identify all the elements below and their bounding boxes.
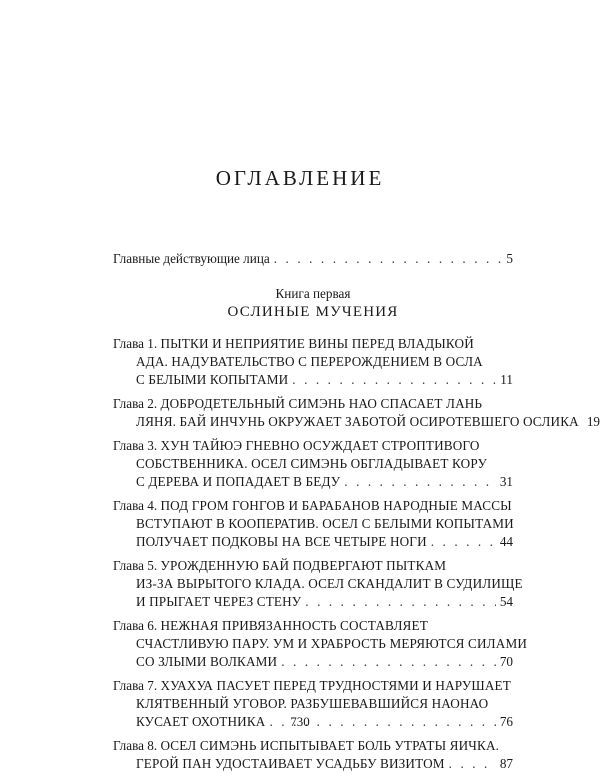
dot-leader — [449, 755, 496, 773]
chapter-title-text: СО ЗЛЫМИ ВОЛКАМИ — [136, 654, 278, 669]
chapter-title-text: ДОБРОДЕТЕЛЬНЫЙ СИМЭНЬ НАО СПАСАЕТ ЛАНЬ — [160, 396, 483, 411]
dot-leader — [274, 250, 503, 268]
toc-chapter-line — [113, 533, 513, 551]
toc-chapter-line — [113, 437, 513, 455]
chapter-number: Глава 7. — [113, 678, 158, 693]
toc-chapter-line — [113, 593, 513, 611]
dot-leader — [344, 473, 496, 491]
toc-chapter-line — [113, 335, 513, 353]
toc-chapter-line — [113, 353, 513, 371]
dot-leader — [281, 653, 496, 671]
toc-chapter-line — [113, 497, 513, 515]
toc-page-number: 31 — [499, 474, 513, 489]
chapter-number: Глава 4. — [113, 498, 158, 513]
table-of-contents — [113, 250, 600, 779]
toc-page-number: 11 — [500, 372, 513, 387]
toc-chapter-line — [113, 737, 513, 755]
toc-page-number: 70 — [499, 654, 513, 669]
chapter-number: Глава 6. — [113, 618, 158, 633]
toc-chapter-entry — [113, 557, 523, 611]
chapter-list — [113, 335, 600, 773]
chapter-title-text: ХУАХУА ПАСУЕТ ПЕРЕД ТРУДНОСТЯМИ И НАРУШАЕТ — [160, 678, 511, 693]
chapter-number: Глава 8. — [113, 738, 158, 753]
toc-chapter-line — [113, 557, 513, 575]
book-label: Книга первая — [275, 286, 351, 301]
toc-chapter-line — [113, 473, 513, 491]
chapter-title-text: НЕЖНАЯ ПРИВЯЗАННОСТЬ СОСТАВЛЯЕТ — [160, 618, 428, 633]
dot-leader — [292, 371, 496, 389]
dot-leader — [305, 593, 496, 611]
toc-chapter-line — [113, 755, 513, 773]
toc-chapter-entry — [113, 737, 513, 773]
chapter-title-text: С ДЕРЕВА И ПОПАДАЕТ В БЕДУ — [136, 474, 341, 489]
toc-page-number: 19 — [586, 414, 600, 429]
toc-chapter-line — [113, 653, 513, 671]
chapter-title-text: ПОЛУЧАЕТ ПОДКОВЫ НА ВСЕ ЧЕТЫРЕ НОГИ — [136, 534, 427, 549]
chapter-title-text: И ПРЫГАЕТ ЧЕРЕЗ СТЕНУ — [136, 594, 302, 609]
toc-chapter-line — [113, 695, 513, 713]
toc-chapter-line — [113, 635, 527, 653]
toc-page-number: 44 — [499, 534, 513, 549]
chapter-title-text: ХУН ТАЙЮЭ ГНЕВНО ОСУЖДАЕТ СТРОПТИВОГО — [160, 438, 480, 453]
toc-chapter-line — [113, 455, 513, 473]
toc-chapter-line — [113, 515, 513, 533]
toc-chapter-line — [113, 617, 513, 635]
toc-chapter-entry — [113, 395, 600, 431]
toc-chapter-entry — [113, 335, 513, 389]
chapter-title-text: СЧАСТЛИВУЮ ПАРУ. УМ И ХРАБРОСТЬ МЕРЯЮТСЯ СИЛАМИ — [136, 636, 527, 651]
page-folio: 730 — [290, 714, 310, 729]
chapter-title-text: С БЕЛЫМИ КОПЫТАМИ — [136, 372, 289, 387]
toc-chapter-line — [113, 677, 513, 695]
chapter-title-text: ГЕРОЙ ПАН УДОСТАИВАЕТ УСАДЬБУ ВИЗИТОМ — [136, 756, 445, 771]
chapter-title-text: ИЗ-ЗА ВЫРЫТОГО КЛАДА. ОСЕЛ СКАНДАЛИТ В СУДИЛИЩЕ — [136, 576, 523, 591]
chapter-title-text: ОСЕЛ СИМЭНЬ ИСПЫТЫВАЕТ БОЛЬ УТРАТЫ ЯИЧКА. — [160, 738, 500, 753]
toc-page-number: 76 — [499, 714, 513, 729]
book-title: ОСЛИНЫЕ МУЧЕНИЯ — [227, 304, 399, 320]
toc-chapter-entry — [113, 497, 513, 551]
dot-leader — [431, 533, 496, 551]
chapter-number: Глава 3. — [113, 438, 158, 453]
chapter-number: Глава 1. — [113, 336, 158, 351]
chapter-number: Глава 5. — [113, 558, 158, 573]
chapter-title-text: КУСАЕТ ОХОТНИКА — [136, 714, 266, 729]
toc-chapter-line — [113, 395, 513, 413]
chapter-number: Глава 2. — [113, 396, 158, 411]
toc-chapter-entry — [113, 617, 527, 671]
toc-entry-characters — [113, 250, 513, 268]
toc-chapter-line — [113, 413, 600, 431]
chapter-title-text: ЛЯНЯ. БАЙ ИНЧУНЬ ОКРУЖАЕТ ЗАБОТОЙ ОСИРОТЕВШЕГО ОСЛИКА — [136, 414, 579, 429]
toc-chapter-line — [113, 371, 513, 389]
chapter-title-text: ПЫТКИ И НЕПРИЯТИЕ ВИНЫ ПЕРЕД ВЛАДЫКОЙ — [160, 336, 474, 351]
page-title: ОГЛАВЛЕНИЕ — [215, 166, 385, 190]
chapter-title-text: УРОЖДЕННУЮ БАЙ ПОДВЕРГАЮТ ПЫТКАМ — [160, 558, 447, 573]
chapter-title-text: СОБСТВЕННИКА. ОСЕЛ СИМЭНЬ ОБГЛАДЫВАЕТ КОРУ — [136, 456, 487, 471]
chapter-title-text: КЛЯТВЕННЫЙ УГОВОР. РАЗБУШЕВАВШИЙСЯ НАОНАО — [136, 696, 489, 711]
chapter-title-text: ВСТУПАЮТ В КООПЕРАТИВ. ОСЕЛ С БЕЛЫМИ КОПЫТАМИ — [136, 516, 514, 531]
toc-page-number: 54 — [499, 594, 513, 609]
toc-chapter-line — [113, 575, 523, 593]
chapter-title-text: ПОД ГРОМ ГОНГОВ И БАРАБАНОВ НАРОДНЫЕ МАССЫ — [160, 498, 512, 513]
toc-chapter-entry — [113, 437, 513, 491]
toc-page-number: 5 — [506, 251, 513, 266]
chapter-title-text: АДА. НАДУВАТЕЛЬСТВО С ПЕРЕРОЖДЕНИЕМ В ОСЛА — [136, 354, 483, 369]
toc-page-number: 87 — [499, 756, 513, 771]
toc-entry-text: Главные действующие лица — [113, 251, 270, 266]
